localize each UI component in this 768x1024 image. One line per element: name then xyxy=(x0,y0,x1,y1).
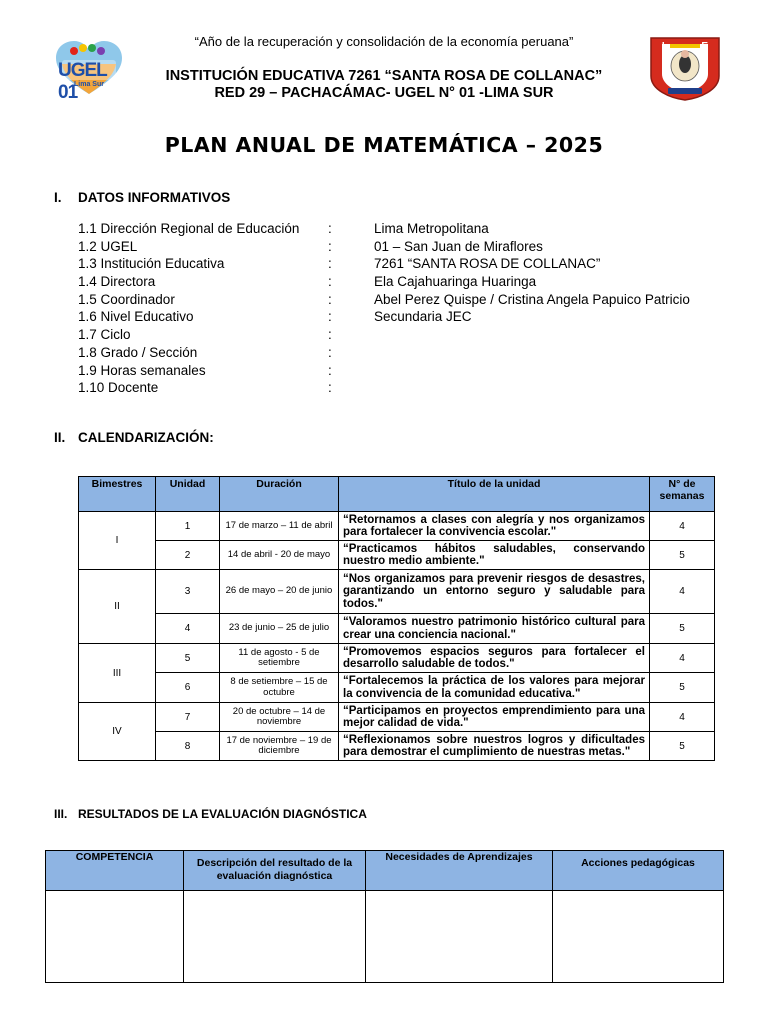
column-header: Bimestres xyxy=(79,477,156,512)
bimestre-cell: III xyxy=(79,644,156,703)
info-colon: : xyxy=(328,256,332,272)
document-title: PLAN ANUAL DE MATEMÁTICA – 2025 xyxy=(164,133,604,157)
titulo-cell: “Nos organizamos para prevenir riesgos de desastres, garantizando un entorno seguro y saludable para todos." xyxy=(339,570,650,614)
info-colon: : xyxy=(328,274,332,290)
titulo-cell: “Retornamos a clases con alegría y nos organizamos para fortalecer la convivencia escolar." xyxy=(339,512,650,541)
duracion-cell: 17 de marzo – 11 de abril xyxy=(220,512,339,541)
titulo-cell: “Reflexionamos sobre nuestros logros y dificultades para demostrar el cumplimiento de nuestras metas." xyxy=(339,732,650,761)
datos-informativos-list xyxy=(78,220,738,397)
column-header: Necesidades de Aprendizajes xyxy=(366,851,553,891)
bimestre-cell: IV xyxy=(79,703,156,761)
bimestre-cell: I xyxy=(79,512,156,570)
calendar-header-row xyxy=(79,477,715,512)
info-colon: : xyxy=(328,362,332,378)
semanas-cell: 4 xyxy=(650,703,715,732)
year-motto: “Año de la recuperación y consolidación de la economía peruana” xyxy=(194,34,574,49)
section-title: DATOS INFORMATIVOS xyxy=(78,190,231,205)
semanas-cell: 5 xyxy=(650,673,715,703)
duracion-cell: 14 de abril - 20 de mayo xyxy=(220,541,339,570)
unidad-cell: 3 xyxy=(156,570,220,614)
info-value: Abel Perez Quispe / Cristina Angela Papuico Patricio xyxy=(374,291,690,307)
titulo-cell: “Fortalecemos la práctica de los valores para mejorar la convivencia de la comunidad educativa." xyxy=(339,673,650,703)
info-row xyxy=(78,379,738,397)
info-label: 1.8 Grado / Sección xyxy=(78,344,198,360)
duracion-cell: 17 de noviembre – 19 de diciembre xyxy=(220,732,339,761)
column-header: Unidad xyxy=(156,477,220,512)
info-row xyxy=(78,220,738,238)
unidad-cell: 2 xyxy=(156,541,220,570)
ugel-logo-text: UGEL 01 xyxy=(58,60,107,103)
duracion-cell: 11 de agosto - 5 de setiembre xyxy=(220,644,339,673)
info-value: Lima Metropolitana xyxy=(374,221,489,236)
info-row xyxy=(78,362,738,380)
unidad-cell: 8 xyxy=(156,732,220,761)
section-title: RESULTADOS DE LA EVALUACIÓN DIAGNÓSTICA xyxy=(78,807,367,821)
info-label: 1.5 Coordinador xyxy=(78,291,175,307)
info-colon: : xyxy=(328,380,332,396)
section-datos-informativos xyxy=(54,190,230,205)
calendar-table xyxy=(78,476,715,761)
info-colon: : xyxy=(328,327,332,343)
info-colon: : xyxy=(328,291,332,307)
table-row xyxy=(79,644,715,673)
info-row xyxy=(78,238,738,256)
unidad-cell: 1 xyxy=(156,512,220,541)
semanas-cell: 4 xyxy=(650,512,715,541)
duracion-cell: 20 de octubre – 14 de noviembre xyxy=(220,703,339,732)
semanas-cell: 5 xyxy=(650,732,715,761)
info-label: 1.7 Ciclo xyxy=(78,327,131,343)
semanas-cell: 5 xyxy=(650,541,715,570)
info-colon: : xyxy=(328,221,332,236)
info-row xyxy=(78,326,738,344)
info-label: 1.4 Directora xyxy=(78,274,156,290)
info-row xyxy=(78,255,738,273)
section-resultados-diagnostica xyxy=(54,807,367,821)
table-row xyxy=(79,512,715,541)
info-value: Secundaria JEC xyxy=(374,309,472,325)
table-row xyxy=(79,703,715,732)
info-value: 7261 “SANTA ROSA DE COLLANAC” xyxy=(374,256,601,272)
semanas-cell: 5 xyxy=(650,614,715,644)
unidad-cell: 6 xyxy=(156,673,220,703)
info-row xyxy=(78,308,738,326)
titulo-cell: “Valoramos nuestro patrimonio histórico cultural para crear una conciencia nacional." xyxy=(339,614,650,644)
table-row xyxy=(79,614,715,644)
table-row xyxy=(79,673,715,703)
descripcion-cell[interactable] xyxy=(184,891,366,983)
ie-logo-text: I E xyxy=(661,41,709,52)
table-row xyxy=(46,891,724,983)
info-value: Ela Cajahuaringa Huaringa xyxy=(374,274,537,290)
ugel-logo-subtext: Lima Sur xyxy=(74,81,104,88)
duracion-cell: 23 de junio – 25 de julio xyxy=(220,614,339,644)
column-header: Título de la unidad xyxy=(339,477,650,512)
section-number: II. xyxy=(54,430,66,445)
column-header: COMPETENCIA xyxy=(46,851,184,891)
institution-network: RED 29 – PACHACÁMAC- UGEL N° 01 -LIMA SUR xyxy=(214,85,554,101)
column-header: N° de semanas xyxy=(650,477,715,512)
section-title: CALENDARIZACIÓN: xyxy=(78,430,214,445)
table-row xyxy=(79,541,715,570)
column-header: Descripción del resultado de la evaluación diagnóstica xyxy=(184,851,366,891)
info-row xyxy=(78,344,738,362)
diagnostic-header-row xyxy=(46,851,724,891)
column-header: Acciones pedagógicas xyxy=(553,851,724,891)
info-label: 1.3 Institución Educativa xyxy=(78,256,225,272)
bimestre-cell: II xyxy=(79,570,156,644)
info-colon: : xyxy=(328,309,332,325)
info-row xyxy=(78,273,738,291)
section-number: III. xyxy=(54,807,68,821)
acciones-cell[interactable] xyxy=(553,891,724,983)
section-calendarizacion xyxy=(54,430,214,445)
info-row xyxy=(78,291,738,309)
necesidades-cell[interactable] xyxy=(366,891,553,983)
info-label: 1.9 Horas semanales xyxy=(78,362,206,378)
diagnostic-table xyxy=(45,850,724,983)
column-header: Duración xyxy=(220,477,339,512)
info-label: 1.6 Nivel Educativo xyxy=(78,309,194,325)
unidad-cell: 5 xyxy=(156,644,220,673)
titulo-cell: “Participamos en proyectos emprendimiento para una mejor calidad de vida." xyxy=(339,703,650,732)
duracion-cell: 8 de setiembre – 15 de octubre xyxy=(220,673,339,703)
info-label: 1.2 UGEL xyxy=(78,238,138,254)
info-label: 1.10 Docente xyxy=(78,380,159,396)
info-value: 01 – San Juan de Miraflores xyxy=(374,238,543,254)
info-colon: : xyxy=(328,238,332,254)
competencia-cell[interactable] xyxy=(46,891,184,983)
section-number: I. xyxy=(54,190,62,205)
info-colon: : xyxy=(328,344,332,360)
unidad-cell: 7 xyxy=(156,703,220,732)
titulo-cell: “Practicamos hábitos saludables, conservando nuestro medio ambiente." xyxy=(339,541,650,570)
unidad-cell: 4 xyxy=(156,614,220,644)
table-row xyxy=(79,570,715,614)
semanas-cell: 4 xyxy=(650,570,715,614)
duracion-cell: 26 de mayo – 20 de junio xyxy=(220,570,339,614)
institution-name: INSTITUCIÓN EDUCATIVA 7261 “SANTA ROSA DE COLLANAC” xyxy=(165,68,603,84)
semanas-cell: 4 xyxy=(650,644,715,673)
info-label: 1.1 Dirección Regional de Educación xyxy=(78,221,300,236)
table-row xyxy=(79,732,715,761)
titulo-cell: “Promovemos espacios seguros para fortalecer el desarrollo saludable de todos." xyxy=(339,644,650,673)
